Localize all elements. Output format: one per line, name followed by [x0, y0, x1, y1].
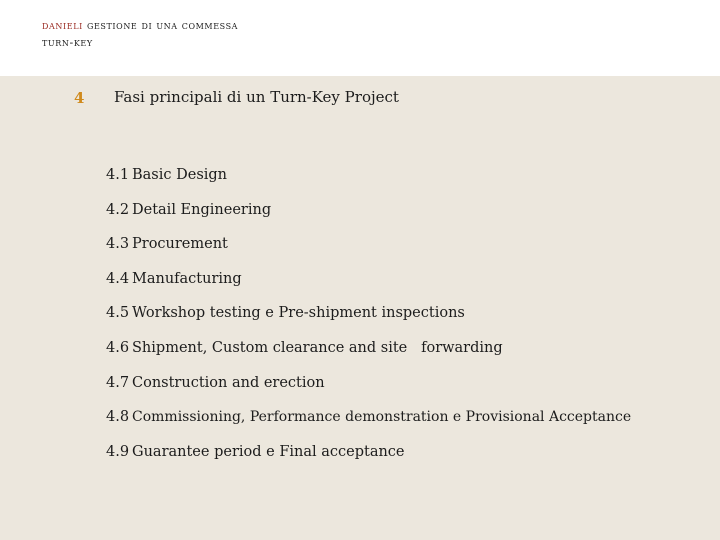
phase-item: [106, 165, 631, 200]
phase-number: 4.7: [106, 374, 130, 391]
header-subtitle: turn-key: [42, 36, 93, 49]
phase-label: Commissioning, Performance demonstration e Provisional Acceptance: [132, 409, 632, 426]
phase-label: Basic Design: [132, 167, 228, 183]
phase-item: [106, 338, 631, 373]
phase-list: [106, 165, 631, 476]
section-title: Fasi principali di un Turn-Key Project: [114, 88, 399, 106]
phase-label: Guarantee period e Final acceptance: [132, 443, 405, 460]
phase-number: 4.3: [106, 236, 130, 253]
slide-header: [0, 0, 720, 76]
phase-item: [106, 234, 631, 269]
phase-item: [106, 303, 631, 338]
phase-item: [106, 373, 631, 408]
phase-item: [106, 269, 631, 304]
section-number: 4: [74, 89, 85, 107]
phase-label: Workshop testing e Pre-shipment inspections: [132, 305, 465, 322]
phase-item: [106, 407, 631, 442]
phase-label: Manufacturing: [132, 270, 242, 287]
slide-content: [0, 76, 720, 540]
phase-number: 4.5: [106, 305, 130, 322]
phase-label: Detail Engineering: [132, 201, 272, 218]
phase-label: Construction and erection: [132, 374, 325, 391]
phase-number: 4.9: [106, 443, 130, 460]
phase-number: 4.8: [106, 409, 130, 426]
header-title: [42, 19, 238, 33]
phase-number: 4.1: [106, 167, 130, 183]
phase-item: [106, 442, 631, 477]
phase-number: 4.6: [106, 339, 130, 356]
phase-label: Procurement: [132, 236, 228, 253]
phase-item: [106, 200, 631, 235]
phase-number: 4.4: [106, 270, 130, 287]
phase-number: 4.2: [106, 201, 130, 218]
header-title-text: gestione di una commessa: [82, 19, 239, 32]
brand-name: danieli: [42, 19, 83, 32]
phase-label: Shipment, Custom clearance and site forwarding: [132, 339, 503, 356]
